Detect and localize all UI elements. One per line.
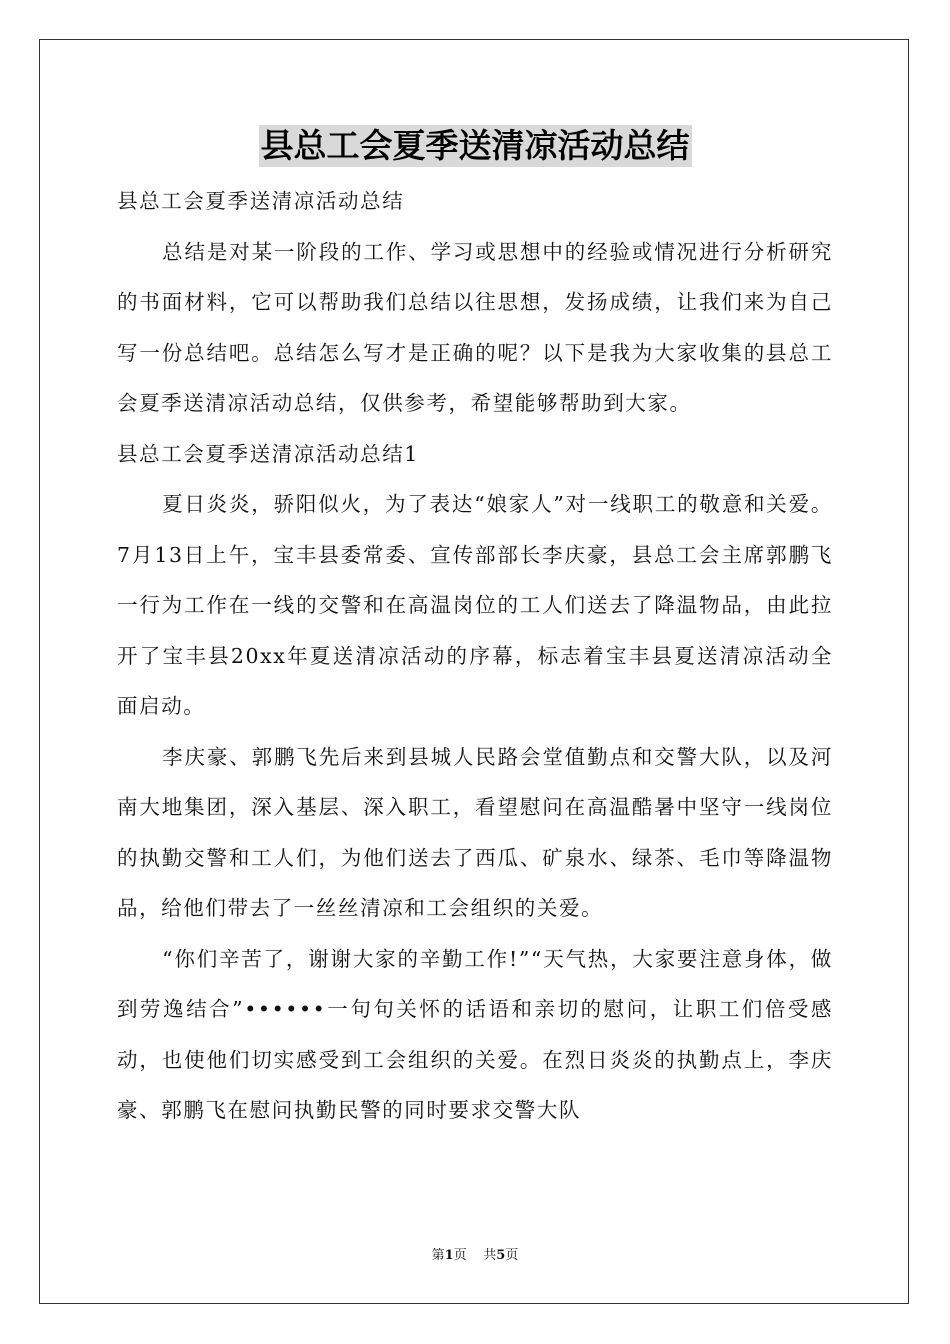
footer-total-pages: 5 — [496, 1248, 506, 1263]
footer-page-suffix: 页 — [453, 1248, 467, 1263]
footer-total-prefix: 共 — [483, 1248, 497, 1263]
paragraph-section-heading: 县总工会夏季送清凉活动总结1 — [117, 441, 419, 466]
footer-total-suffix: 页 — [505, 1248, 519, 1263]
paragraph-subtitle: 县总工会夏季送清凉活动总结 — [117, 189, 405, 213]
document-body — [117, 176, 833, 1136]
document-title: 县总工会夏季送清凉活动总结 — [260, 126, 690, 165]
title-wrap — [0, 125, 950, 167]
page-footer — [0, 1244, 950, 1263]
paragraph-intro: 总结是对某一阶段的工作、学习或思想中的经验或情况进行分析研究的书面材料，它可以帮助我们总结以往思想，发扬成绩，让我们来为自己写一份总结吧。总结怎么写才是正确的呢？以下是我为大家收集的县总工会夏季送清凉活动总结，仅供参考，希望能够帮助到大家。 — [117, 239, 833, 415]
paragraph-body-2: 李庆豪、郭鹏飞先后来到县城人民路会堂值勤点和交警大队，以及河南大地集团，深入基层、深入职工，看望慰问在高温酷暑中坚守一线岗位的执勤交警和工人们，为他们送去了西瓜、矿泉水、绿茶、毛巾等降温物品，给他们带去了一丝丝清凉和工会组织的关爱。 — [117, 744, 833, 920]
footer-page-number: 1 — [444, 1248, 454, 1263]
footer-prefix: 第 — [431, 1248, 445, 1263]
paragraph-body-3: “你们辛苦了，谢谢大家的辛勤工作!”“天气热，大家要注意身体，做到劳逸结合”••••••一句句关怀的话语和亲切的慰问，让职工们倍受感动，也使他们切实感受到工会组织的关爱。在烈日炎炎的执勤点上，李庆豪、郭鹏飞在慰问执勤民警的同时要求交警大队 — [117, 946, 833, 1122]
paragraph-body-1: 夏日炎炎，骄阳似火，为了表达“娘家人”对一线职工的敬意和关爱。7月13日上午，宝丰县委常委、宣传部部长李庆豪，县总工会主席郭鹏飞一行为工作在一线的交警和在高温岗位的工人们送去了降温物品，由此拉开了宝丰县20xx年夏送清凉活动的序幕，标志着宝丰县夏送清凉活动全面启动。 — [117, 492, 833, 718]
